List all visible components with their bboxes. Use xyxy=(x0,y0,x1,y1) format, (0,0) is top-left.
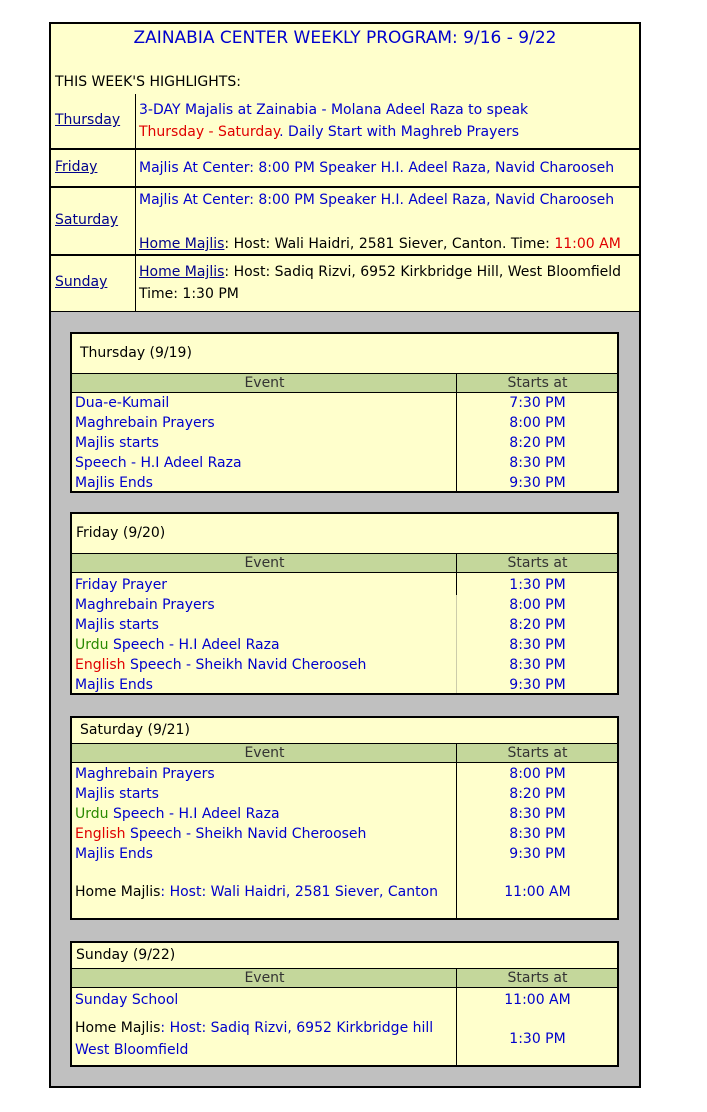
table-header xyxy=(72,373,617,393)
friday-link[interactable]: Friday xyxy=(55,159,98,175)
event-text: Speech - Sheikh Navid Cherooseh xyxy=(125,657,367,673)
event-name: Majlis Ends xyxy=(75,475,153,491)
home-majlis-host: : Host: Sadiq Rizvi, 6952 Kirkbridge hill xyxy=(160,1020,434,1036)
highlight-line-rest: . Daily Start with Maghreb Prayers xyxy=(279,124,520,140)
home-majlis-event xyxy=(75,1020,433,1036)
event-time: 8:30 PM xyxy=(509,806,566,822)
highlight-day-cell xyxy=(51,256,136,311)
highlights-label: THIS WEEK'S HIGHLIGHTS: xyxy=(55,74,241,90)
highlight-day-cell xyxy=(51,150,136,186)
event-column-header: Event xyxy=(244,970,285,986)
event-text: Speech - H.I Adeel Raza xyxy=(108,806,280,822)
event-column-header: Event xyxy=(244,555,285,571)
home-majlis-details: : Host: Sadiq Rizvi, 6952 Kirkbridge Hill, West Bloomfield xyxy=(224,264,622,280)
home-majlis-link[interactable]: Home Majlis xyxy=(139,264,225,280)
panel-title: Friday (9/20) xyxy=(76,525,166,541)
event-name: Maghrebain Prayers xyxy=(75,766,215,782)
event-time: 7:30 PM xyxy=(509,395,566,411)
language-tag: Urdu xyxy=(75,637,109,653)
event-time: 8:30 PM xyxy=(509,455,566,471)
highlight-row-thursday xyxy=(51,94,639,150)
schedule-panel-saturday xyxy=(70,716,619,920)
page-title: ZAINABIA CENTER WEEKLY PROGRAM: 9/16 - 9/22 xyxy=(133,28,557,48)
event-time: 8:30 PM xyxy=(509,637,566,653)
event-text: Speech - Sheikh Navid Cherooseh xyxy=(125,826,367,842)
event-name: Majlis starts xyxy=(75,617,159,633)
event-name xyxy=(75,657,366,673)
home-majlis-time: 11:00 AM xyxy=(554,236,621,252)
event-column-header: Event xyxy=(244,745,285,761)
starts-column-header: Starts at xyxy=(507,375,568,391)
highlight-desc xyxy=(139,99,528,143)
language-tag: Urdu xyxy=(75,806,109,822)
event-time: 9:30 PM xyxy=(509,846,566,862)
column-divider xyxy=(456,595,457,693)
highlight-desc xyxy=(139,261,621,305)
schedule-panel-friday xyxy=(70,512,619,695)
event-time: 8:20 PM xyxy=(509,435,566,451)
event-name: Majlis starts xyxy=(75,786,159,802)
table-header xyxy=(72,553,617,573)
weekly-program xyxy=(49,22,641,1088)
language-tag: English xyxy=(75,826,126,842)
event-time: 9:30 PM xyxy=(509,475,566,491)
program-header xyxy=(51,24,639,95)
column-divider xyxy=(456,553,457,595)
starts-column-header: Starts at xyxy=(507,555,568,571)
event-name: Sunday School xyxy=(75,992,179,1008)
highlight-home-majlis xyxy=(139,261,621,283)
highlight-row-saturday xyxy=(51,188,639,256)
highlight-home-majlis xyxy=(139,233,621,255)
column-divider xyxy=(456,373,457,491)
table-header xyxy=(72,968,617,988)
event-time: 8:30 PM xyxy=(509,826,566,842)
highlight-line: Majlis At Center: 8:00 PM Speaker H.I. Adeel Raza, Navid Charooseh xyxy=(139,192,615,208)
event-time: 8:20 PM xyxy=(509,786,566,802)
home-majlis-location: West Bloomfield xyxy=(75,1042,189,1058)
event-text: Speech - H.I Adeel Raza xyxy=(108,637,280,653)
event-time: 8:00 PM xyxy=(509,597,566,613)
home-majlis-link[interactable]: Home Majlis xyxy=(139,236,225,252)
table-header xyxy=(72,743,617,763)
schedule-panel-sunday xyxy=(70,941,619,1067)
event-name xyxy=(75,806,280,822)
event-time: 8:30 PM xyxy=(509,657,566,673)
highlight-row-sunday xyxy=(51,256,639,312)
home-majlis-label: Home Majlis xyxy=(75,884,161,900)
starts-column-header: Starts at xyxy=(507,745,568,761)
event-column-header: Event xyxy=(244,375,285,391)
home-majlis-event xyxy=(75,884,438,900)
event-name: Maghrebain Prayers xyxy=(75,597,215,613)
schedule-panel-thursday xyxy=(70,332,619,493)
starts-column-header: Starts at xyxy=(507,970,568,986)
event-name: Friday Prayer xyxy=(75,577,168,593)
sunday-link[interactable]: Sunday xyxy=(55,274,108,290)
event-time: 1:30 PM xyxy=(509,577,566,593)
home-majlis-host: : Host: Wali Haidri, 2581 Siever, Canton xyxy=(160,884,438,900)
highlight-day-cell xyxy=(51,188,136,254)
home-majlis-label: Home Majlis xyxy=(75,1020,161,1036)
event-name: Dua-e-Kumail xyxy=(75,395,170,411)
highlight-line: 3-DAY Majalis at Zainabia - Molana Adeel Raza to speak xyxy=(139,102,529,118)
home-majlis-time: Time: 1:30 PM xyxy=(139,286,239,302)
highlight-days-range: Thursday - Saturday xyxy=(139,124,280,140)
event-time: 11:00 AM xyxy=(504,884,571,900)
home-majlis-details: : Host: Wali Haidri, 2581 Siever, Canton. Time: xyxy=(224,236,555,252)
highlight-row-friday xyxy=(51,150,639,188)
saturday-link[interactable]: Saturday xyxy=(55,212,119,228)
event-name: Majlis Ends xyxy=(75,846,153,862)
column-divider xyxy=(456,743,457,918)
highlight-day-cell xyxy=(51,94,136,148)
event-name: Speech - H.I Adeel Raza xyxy=(75,455,242,471)
event-name: Maghrebain Prayers xyxy=(75,415,215,431)
event-time: 8:00 PM xyxy=(509,766,566,782)
event-name: Majlis Ends xyxy=(75,677,153,693)
panel-title: Sunday (9/22) xyxy=(76,947,176,963)
panel-title: Thursday (9/19) xyxy=(80,345,192,361)
event-name xyxy=(75,826,366,842)
event-time: 8:00 PM xyxy=(509,415,566,431)
event-time: 8:20 PM xyxy=(509,617,566,633)
language-tag: English xyxy=(75,657,126,673)
event-time: 11:00 AM xyxy=(504,992,571,1008)
column-divider xyxy=(456,968,457,1065)
event-time: 9:30 PM xyxy=(509,677,566,693)
highlight-line xyxy=(139,121,528,143)
panel-title: Saturday (9/21) xyxy=(80,722,190,738)
event-name: Majlis starts xyxy=(75,435,159,451)
event-name xyxy=(75,637,280,653)
thursday-link[interactable]: Thursday xyxy=(55,112,121,128)
event-time: 1:30 PM xyxy=(509,1031,566,1047)
highlight-line: Majlis At Center: 8:00 PM Speaker H.I. Adeel Raza, Navid Charooseh xyxy=(139,160,615,176)
